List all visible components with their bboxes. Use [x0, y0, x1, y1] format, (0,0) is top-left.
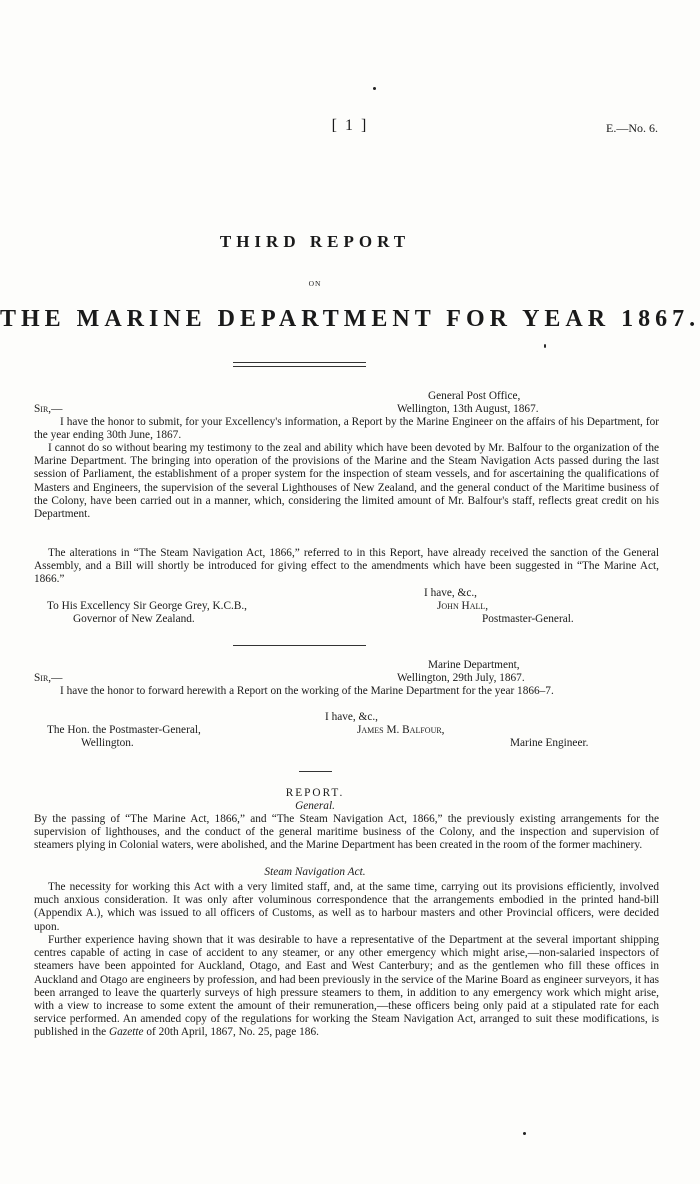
- report-paragraph: The necessity for working this Act with a very limited staff, and, at the same time, carrying out its provisions efficiently, involved much anxious consideration. It was only after voluminous correspondence that the arrangements embodied in the printed hand-bill (Appendix A.), which was issued to all officers of Customs, as well as to harbour masters and other Provincial officers, were decided upon.: [34, 881, 659, 933]
- letter1-closing: I have, &c.,: [424, 587, 478, 599]
- letter2-date: Wellington, 29th July, 1867.: [397, 672, 525, 684]
- letter1-salutation: Sir,—: [34, 403, 63, 415]
- letter2-paragraph: I have the honor to forward herewith a Report on the working of the Marine Department for the year 1866–7.: [60, 685, 554, 697]
- series-number: E.—No. 6.: [606, 121, 658, 135]
- divider: [233, 366, 366, 367]
- letter1-date: Wellington, 13th August, 1867.: [397, 403, 539, 415]
- letter1-place: General Post Office,: [428, 390, 521, 402]
- letter1-signer: John Hall,: [437, 600, 489, 612]
- speck: [523, 1132, 526, 1135]
- letter2-salutation: Sir,—: [34, 672, 63, 684]
- letter1-paragraph: I have the honor to submit, for your Excellency's information, a Report by the Marine Engineer on the affairs of his Department, for the year ending 30th June, 1867.: [34, 416, 659, 442]
- speck: [544, 344, 546, 348]
- letter2-signer: James M. Balfour,: [357, 724, 445, 736]
- title-line2: ON: [308, 279, 322, 288]
- letter1-addressee: Governor of New Zealand.: [73, 613, 195, 625]
- page-number: [ 1 ]: [331, 117, 369, 134]
- divider: [299, 771, 332, 772]
- title-line3: THE MARINE DEPARTMENT FOR YEAR 1867.: [0, 306, 700, 332]
- letter2-addressee: Wellington.: [81, 737, 134, 749]
- divider: [233, 645, 366, 646]
- title-line1: THIRD REPORT: [219, 232, 411, 251]
- report-paragraph: By the passing of “The Marine Act, 1866,” and “The Steam Navigation Act, 1866,” the previously existing arrangements for the supervision of lighthouses, and the conduct of the general maritime business of the Colony, and the inspection and supervision of steamers plying in Colonial waters, were abolished, and the Marine Department has been created in the room of the former machinery.: [34, 813, 659, 852]
- letter1-addressee: To His Excellency Sir George Grey, K.C.B.,: [47, 600, 248, 612]
- letter2-signer-title: Marine Engineer.: [510, 737, 589, 749]
- speck: [373, 87, 376, 90]
- letter2-closing: I have, &c.,: [325, 711, 379, 723]
- report-heading: REPORT.: [285, 787, 345, 799]
- divider: [233, 362, 366, 363]
- letter1-signer-title: Postmaster-General.: [482, 613, 574, 625]
- letter1-paragraph: The alterations in “The Steam Navigation Act, 1866,” referred to in this Report, have already received the sanction of the General Assembly, and a Bill will shortly be introduced for giving effect to the amendments which have been suggested in “The Marine Act, 1866.”: [34, 547, 659, 586]
- report-section-heading: Steam Navigation Act.: [264, 866, 366, 878]
- report-paragraph: Further experience having shown that it was desirable to have a representative of the Department at the several important shipping centres capable of acting in case of accident to any steamer, or any other emergency which might arise,—non-salaried inspectors of steamers have been appointed for Auckland, Otago, and East and West Canterbury; and as the gentlemen who fill these offices in Auckland and Otago are engineers by profession, and had been previously in the service of the Marine Board as engineer surveyors, it has been arranged to leave the quarterly surveys of high pressure steamers to them, in addition to any emergency work which might arise, with a view to increase to some extent the amount of their remuneration,—these officers being only paid at a stipulated rate for each service performed. An amended copy of the regulations for working the Steam Navigation Act, arranged to suit these modifications, is published in the Gazette of 20th April, 1867, No. 25, page 186.: [34, 934, 659, 1039]
- letter1-paragraph: I cannot do so without bearing my testimony to the zeal and ability which have been devoted by Mr. Balfour to the organization of the Marine Department. The bringing into operation of the provisions of the Marine and the Steam Navigation Acts passed during the last session of Parliament, the establishment of a proper system for the inspection of steam vessels, and for ascertaining the qualifications of Masters and Engineers, the supervision of the several Lighthouses of New Zealand, and the general conduct of the Maritime business of the Colony, have been carried out in a manner, which, considering the limited amount of Mr. Balfour's staff, reflects great credit on his Department.: [34, 442, 659, 521]
- letter2-place: Marine Department,: [428, 659, 520, 671]
- letter2-addressee: The Hon. the Postmaster-General,: [47, 724, 201, 736]
- report-subheading: General.: [295, 800, 335, 812]
